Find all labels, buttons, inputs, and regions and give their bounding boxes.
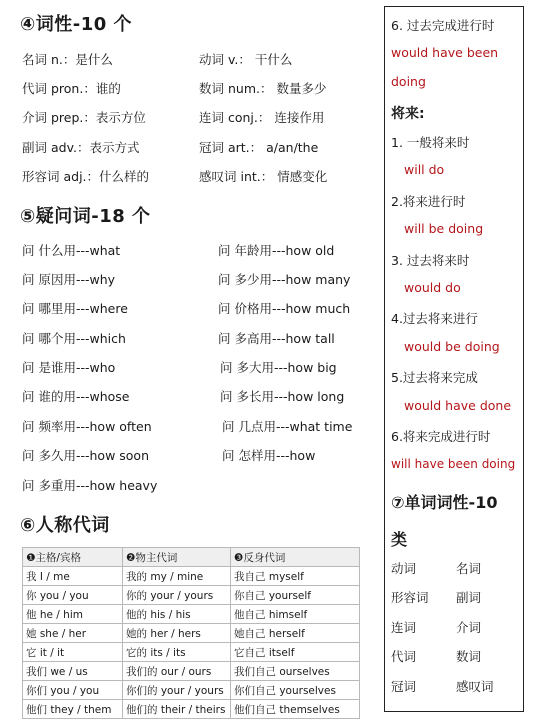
table-cell: 你的 your / yours	[123, 586, 231, 605]
table-cell: 她自己 herself	[231, 624, 360, 643]
pos-item: 副词 adv.：表示方式	[22, 140, 140, 155]
tense-label: 3. 过去将来时	[391, 253, 470, 268]
pos-item: 数词 num.： 数量多少	[199, 81, 327, 96]
word-pos-item: 动词	[391, 561, 417, 576]
pronoun-section-title: ⑥人称代词	[20, 515, 110, 536]
word-pos-item: 数词	[456, 649, 482, 664]
tense-label: 6. 过去完成进行时	[391, 18, 495, 33]
table-cell: 我自己 myself	[231, 567, 360, 586]
question-item: 问 哪里用---where	[22, 301, 128, 316]
table-cell: 她 she / her	[23, 624, 123, 643]
table-cell: 它的 its / its	[123, 643, 231, 662]
table-cell: 它 it / it	[23, 643, 123, 662]
column-header: ❸反身代词	[231, 548, 360, 567]
table-row	[23, 624, 360, 643]
question-item: 问 年龄用---how old	[218, 243, 335, 258]
table-cell: 他的 his / his	[123, 605, 231, 624]
tense-label: 6.将来完成进行时	[391, 429, 491, 444]
table-cell: 我 I / me	[23, 567, 123, 586]
future-heading: 将来:	[391, 106, 425, 122]
pos-item: 连词 conj.： 连接作用	[199, 110, 325, 125]
tense-label: 1. 一般将来时	[391, 135, 470, 150]
table-row	[23, 567, 360, 586]
tense-label: 2.将来进行时	[391, 194, 466, 209]
pos-item: 形容词 adj.：什么样的	[22, 169, 150, 184]
table-cell: 她的 her / hers	[123, 624, 231, 643]
pos-item: 感叹词 int.： 情感变化	[199, 169, 328, 184]
tense-value: will be doing	[404, 221, 484, 236]
tense-value: will do	[404, 162, 445, 177]
question-item: 问 几点用---what time	[222, 419, 353, 434]
question-item: 问 谁的用---whose	[22, 389, 130, 404]
word-pos-item: 连词	[391, 620, 417, 635]
tense-value: would have been	[391, 45, 499, 60]
table-cell: 你们自己 yourselves	[231, 681, 360, 700]
table-cell: 他们的 their / theirs	[123, 700, 231, 719]
tense-label: 5.过去将来完成	[391, 370, 478, 385]
word-pos-item: 冠词	[391, 679, 417, 694]
question-item: 问 多大用---how big	[220, 360, 337, 375]
table-cell: 我们自己 ourselves	[231, 662, 360, 681]
word-pos-item: 形容词	[391, 590, 429, 605]
pos-item: 代词 pron.：谁的	[22, 81, 121, 96]
pronoun-table	[22, 547, 360, 719]
tense-value: will have been doing	[391, 457, 516, 471]
question-item: 问 多少用---how many	[218, 272, 351, 287]
question-item: 问 多久用---how soon	[22, 448, 150, 463]
table-cell: 你 you / you	[23, 586, 123, 605]
table-row	[23, 700, 360, 719]
tense-value: doing	[391, 74, 426, 89]
table-cell: 我们的 our / ours	[123, 662, 231, 681]
question-item: 问 怎样用---how	[222, 448, 316, 463]
word-pos-item: 代词	[391, 649, 417, 664]
question-item: 问 原因用---why	[22, 272, 116, 287]
table-cell: 我们 we / us	[23, 662, 123, 681]
table-cell: 他自己 himself	[231, 605, 360, 624]
tense-value: would do	[404, 280, 461, 295]
question-section-title: ⑤疑问词-18 个	[20, 206, 151, 227]
question-item: 问 哪个用---which	[22, 331, 126, 346]
column-header: ❷物主代词	[123, 548, 231, 567]
table-cell: 我的 my / mine	[123, 567, 231, 586]
table-row	[23, 605, 360, 624]
word-pos-item: 副词	[456, 590, 482, 605]
word-pos-item: 感叹词	[456, 679, 494, 694]
word-pos-title-cont: 类	[391, 530, 408, 549]
question-item: 问 是谁用---who	[22, 360, 116, 375]
table-cell: 你们 you / you	[23, 681, 123, 700]
table-cell: 你自己 yourself	[231, 586, 360, 605]
table-row	[23, 586, 360, 605]
word-pos-item: 名词	[456, 561, 482, 576]
tense-label: 4.过去将来进行	[391, 311, 478, 326]
question-item: 问 什么用---what	[22, 243, 121, 258]
table-cell: 它自己 itself	[231, 643, 360, 662]
pos-section-title: ④词性-10 个	[20, 14, 133, 35]
question-item: 问 价格用---how much	[218, 301, 351, 316]
question-item: 问 多重用---how heavy	[22, 478, 158, 493]
word-pos-item: 介词	[456, 620, 482, 635]
pos-item: 名词 n.：是什么	[22, 52, 113, 67]
pos-item: 介词 prep.：表示方位	[22, 110, 146, 125]
question-item: 问 频率用---how often	[22, 419, 152, 434]
tense-value: would have done	[404, 398, 512, 413]
table-cell: 他 he / him	[23, 605, 123, 624]
table-header-row	[23, 548, 360, 567]
table-cell: 他们自己 themselves	[231, 700, 360, 719]
question-item: 问 多高用---how tall	[218, 331, 335, 346]
word-pos-title: ⑦单词词性-10	[391, 493, 498, 512]
table-row	[23, 681, 360, 700]
pos-item: 动词 v.： 干什么	[199, 52, 293, 67]
tense-value: would be doing	[404, 339, 500, 354]
table-cell: 他们 they / them	[23, 700, 123, 719]
question-item: 问 多长用---how long	[220, 389, 345, 404]
table-row	[23, 662, 360, 681]
pos-item: 冠词 art.： a/an/the	[199, 140, 319, 155]
table-row	[23, 643, 360, 662]
table-cell: 你们的 your / yours	[123, 681, 231, 700]
column-header: ❶主格/宾格	[23, 548, 123, 567]
